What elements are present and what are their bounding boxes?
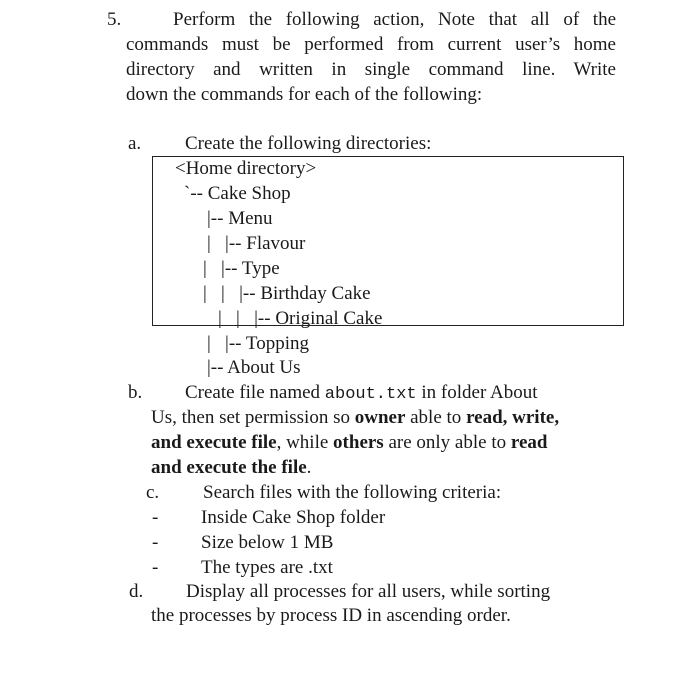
tree-about-us: |-- About Us <box>207 357 301 378</box>
intro-line-1: Perform the following action, Note that all of the <box>173 9 616 30</box>
tree-menu: |-- Menu <box>207 208 273 229</box>
tree-cake-shop: `-- Cake Shop <box>184 183 291 204</box>
part-d-marker: d. <box>129 581 144 602</box>
part-a-marker: a. <box>128 133 142 154</box>
tree-home-directory: <Home directory> <box>175 158 317 179</box>
tree-flavour: | |-- Flavour <box>207 233 306 254</box>
part-c-title: Search files with the following criteria: <box>203 482 502 503</box>
intro-line-2: commands must be performed from current user’s home <box>126 34 616 55</box>
part-b-line-4: and execute the file. <box>151 457 312 478</box>
bullet-1: - <box>152 507 159 528</box>
tree-type: | |-- Type <box>203 258 280 279</box>
tree-topping: | |-- Topping <box>207 333 309 354</box>
bullet-3: - <box>152 557 159 578</box>
intro-line-4: down the commands for each of the following: <box>126 84 483 105</box>
part-b-marker: b. <box>128 382 143 403</box>
bullet-2: - <box>152 532 159 553</box>
question-number: 5. <box>107 9 122 30</box>
part-c-marker: c. <box>146 482 160 503</box>
criteria-size: Size below 1 MB <box>201 532 334 553</box>
part-b-line-1: Create file named about.txt in folder About <box>185 382 538 404</box>
intro-line-3: directory and written in single command line. Write <box>126 59 616 80</box>
part-b-line-3: and execute file, while others are only able to read <box>151 432 548 453</box>
criteria-type: The types are .txt <box>201 557 333 578</box>
tree-original-cake: | | |-- Original Cake <box>218 308 383 329</box>
part-b-line-2: Us, then set permission so owner able to read, write, <box>151 407 560 428</box>
filename-about-txt: about.txt <box>324 385 417 404</box>
part-d-line-2: the processes by process ID in ascending order. <box>151 605 511 626</box>
part-d-line-1: Display all processes for all users, while sorting <box>186 581 551 602</box>
part-a-title: Create the following directories: <box>185 133 432 154</box>
tree-birthday-cake: | | |-- Birthday Cake <box>203 283 371 304</box>
criteria-folder: Inside Cake Shop folder <box>201 507 386 528</box>
